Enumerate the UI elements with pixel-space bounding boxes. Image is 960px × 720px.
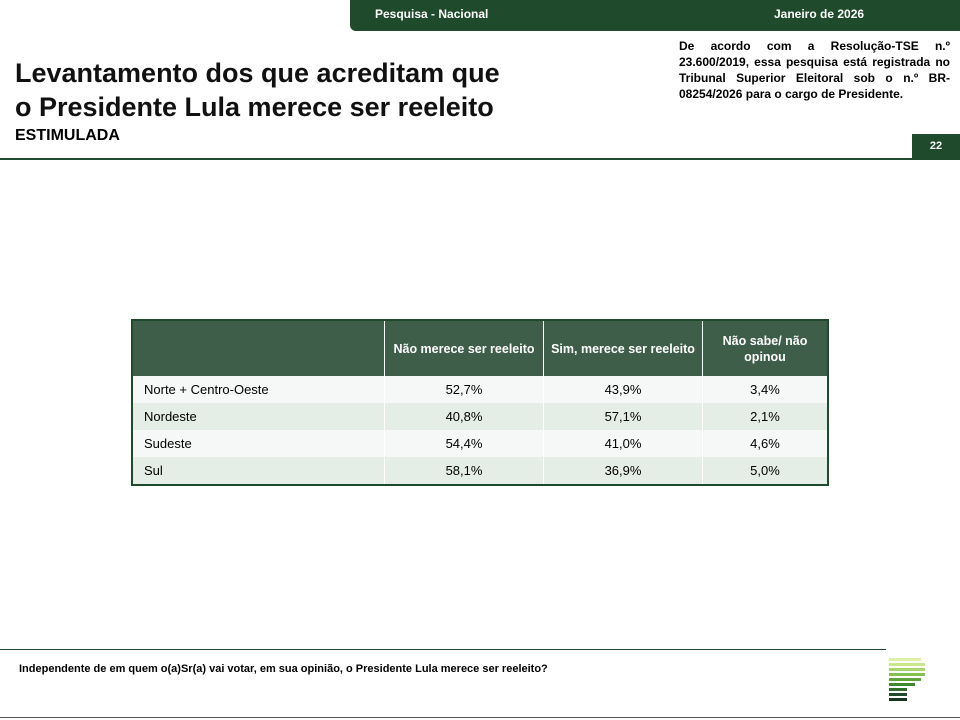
survey-scope-label: Pesquisa - Nacional — [375, 7, 489, 21]
footer-divider — [0, 649, 886, 650]
table-header-yes: Sim, merece ser reeleito — [544, 320, 703, 376]
header-bar — [350, 0, 960, 31]
title-line-1: Levantamento dos que acreditam que — [15, 58, 500, 88]
value-cell: 58,1% — [385, 457, 544, 485]
survey-question: Independente de em quem o(a)Sr(a) vai votar, em sua opinião, o Presidente Lula merece ser reeleito? — [19, 663, 548, 675]
table-row — [132, 430, 828, 457]
stripes-logo-icon — [889, 658, 929, 704]
survey-date-label: Janeiro de 2026 — [774, 7, 865, 21]
value-cell: 40,8% — [385, 403, 544, 430]
title-line-2: o Presidente Lula merece ser reeleito — [15, 92, 494, 122]
table-header-dontknow: Não sabe/ não opinou — [703, 320, 829, 376]
value-cell: 2,1% — [703, 403, 829, 430]
page-subtitle: ESTIMULADA — [15, 127, 120, 144]
region-cell: Sudeste — [132, 430, 385, 457]
table-row — [132, 376, 828, 403]
value-cell: 5,0% — [703, 457, 829, 485]
page-title — [15, 56, 575, 124]
value-cell: 3,4% — [703, 376, 829, 403]
table-header-row — [132, 320, 828, 376]
bottom-border — [0, 717, 960, 718]
table-header-region — [132, 320, 385, 376]
region-cell: Sul — [132, 457, 385, 485]
region-cell: Nordeste — [132, 403, 385, 430]
value-cell: 43,9% — [544, 376, 703, 403]
value-cell: 36,9% — [544, 457, 703, 485]
table-row — [132, 457, 828, 485]
value-cell: 57,1% — [544, 403, 703, 430]
region-cell: Norte + Centro-Oeste — [132, 376, 385, 403]
value-cell: 52,7% — [385, 376, 544, 403]
value-cell: 41,0% — [544, 430, 703, 457]
results-table — [131, 319, 829, 486]
legal-notice: De acordo com a Resolução-TSE n.º 23.600/2019, essa pesquisa está registrada no Tribunal Superior Eleitoral sob o n.º BR-08254/2026 para o cargo de Presidente. — [679, 39, 950, 101]
value-cell: 4,6% — [703, 430, 829, 457]
table-header-no: Não merece ser reeleito — [385, 320, 544, 376]
table-row — [132, 403, 828, 430]
page-number-badge: 22 — [912, 134, 960, 158]
value-cell: 54,4% — [385, 430, 544, 457]
header-divider — [0, 158, 960, 160]
